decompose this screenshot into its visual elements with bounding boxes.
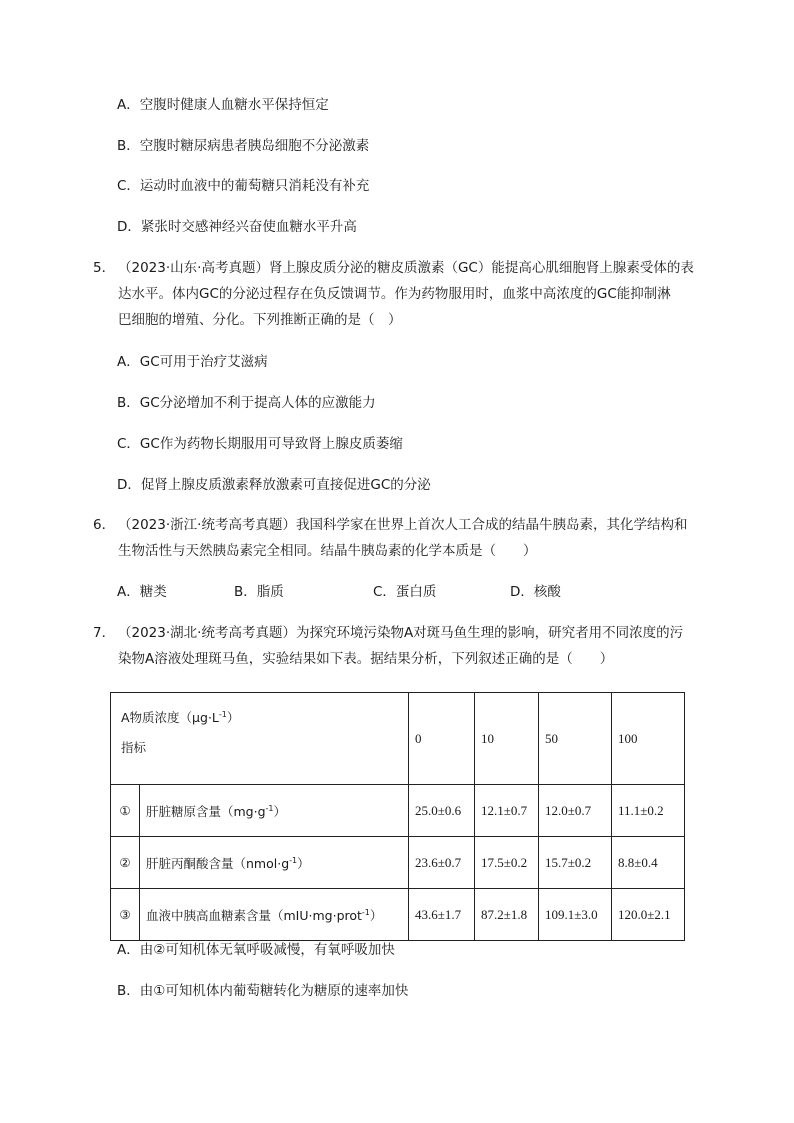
q7-stem-line1: （2023·湖北·统考高考真题）为探究环境污染物A对斑马鱼生理的影响，研究者用不同浓度的污 xyxy=(118,625,684,641)
table-cell: 12.0±0.7 xyxy=(539,785,612,837)
q6-stem-line2: 生物活性与天然胰岛素完全相同。结晶牛胰岛素的化学本质是（ ） xyxy=(118,543,537,559)
table-cell: 15.7±0.2 xyxy=(539,837,612,889)
q6-options-row xyxy=(117,582,637,602)
q6-stem-line1: （2023·浙江·统考高考真题）我国科学家在世界上首次人工合成的结晶牛胰岛素，其化学结构和 xyxy=(118,517,688,533)
table-cell: 23.6±0.7 xyxy=(409,837,475,889)
table-header-title: A物质浓度$(\mu g\cdot L^{-1})$ xyxy=(121,710,240,726)
q7-stem-line2: 染物A溶液处理斑马鱼，实验结果如下表。据结果分析，下列叙述正确的是（ ） xyxy=(118,651,614,667)
table-header-conc: 0 xyxy=(409,693,475,785)
table-header-conc: 100 xyxy=(612,693,685,785)
q7-data-table xyxy=(110,692,685,941)
q5-stem-line3: 巴细胞的增殖、分化。下列推断正确的是（ ） xyxy=(118,312,402,328)
row-label: 肝脏糖原含量$(mg\cdot g^{-1})$ xyxy=(140,785,409,837)
table-cell: 87.2±1.8 xyxy=(475,889,539,941)
table-cell: 11.1±0.2 xyxy=(612,785,685,837)
table-cell: 43.6±1.7 xyxy=(409,889,475,941)
row-label: 血液中胰高血糖素含量（mIU·mg·prot$^{-1}$） xyxy=(140,889,409,941)
q6-option-c: C．蛋白质 xyxy=(373,584,437,600)
table-header-cell xyxy=(111,693,409,785)
row-index: ① xyxy=(111,785,140,837)
q5-option-d: D．促肾上腺皮质激素释放激素可直接促进GC的分泌 xyxy=(117,477,431,493)
table-cell: 12.1±0.7 xyxy=(475,785,539,837)
table-cell: 8.8±0.4 xyxy=(612,837,685,889)
table-cell: 120.0±2.1 xyxy=(612,889,685,941)
table-header-conc: 50 xyxy=(539,693,612,785)
q6-option-b: B．脂质 xyxy=(234,584,284,600)
table-header-conc: 10 xyxy=(475,693,539,785)
table-row xyxy=(111,889,685,941)
table-cell: 25.0±0.6 xyxy=(409,785,475,837)
q4-option-a: A．空腹时健康人血糖水平保持恒定 xyxy=(117,97,329,113)
row-index: ③ xyxy=(111,889,140,941)
q7-option-a: A．由②可知机体无氧呼吸减慢，有氧呼吸加快 xyxy=(117,942,395,958)
q5-option-a: A．GC可用于治疗艾滋病 xyxy=(117,354,268,370)
table-cell: 109.1±3.0 xyxy=(539,889,612,941)
table-row xyxy=(111,785,685,837)
q6-option-a: A．糖类 xyxy=(117,584,167,600)
table-cell: 17.5±0.2 xyxy=(475,837,539,889)
table-header-row xyxy=(111,693,685,785)
q7-option-b: B．由①可知机体内葡萄糖转化为糖原的速率加快 xyxy=(117,983,409,999)
q5-stem-line2: 达水平。体内GC的分泌过程存在负反馈调节。作为药物服用时，血浆中高浓度的GC能抑制淋 xyxy=(118,286,671,302)
table-row xyxy=(111,837,685,889)
q4-option-b: B．空腹时糖尿病患者胰岛细胞不分泌激素 xyxy=(117,138,370,154)
q5-stem-line1: （2023·山东·高考真题）肾上腺皮质分泌的糖皮质激素（GC）能提高心肌细胞肾上腺素受体的表 xyxy=(118,260,694,276)
q7-number: 7． xyxy=(93,625,116,641)
q5-number: 5． xyxy=(93,260,116,276)
table-header-index: 指标 xyxy=(121,740,147,756)
q5-option-b: B．GC分泌增加不利于提高人体的应激能力 xyxy=(117,395,376,411)
row-label: 肝脏丙酮酸含量$(nmol\cdot g^{-1})$ xyxy=(140,837,409,889)
row-index: ② xyxy=(111,837,140,889)
q4-option-c: C．运动时血液中的葡萄糖只消耗没有补充 xyxy=(117,178,370,194)
q5-option-c: C．GC作为药物长期服用可导致肾上腺皮质萎缩 xyxy=(117,436,403,452)
q6-number: 6． xyxy=(93,517,116,533)
q4-option-d: D．紧张时交感神经兴奋使血糖水平升高 xyxy=(117,219,357,235)
q6-option-d: D．核酸 xyxy=(510,584,561,600)
